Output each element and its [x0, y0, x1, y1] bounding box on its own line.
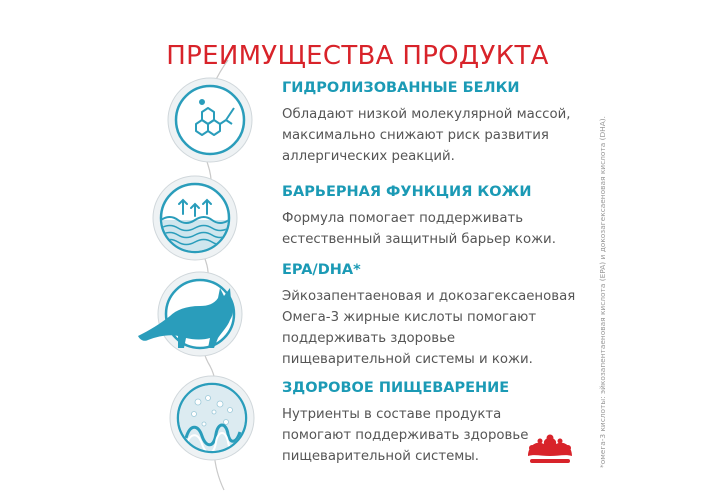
benefit-skin-barrier: [282, 184, 582, 250]
royal-canin-crown-logo: [522, 432, 578, 472]
digestion-icon: [170, 376, 254, 460]
benefit-text: Эйкозапентаеновая и докозагексаеновая Омега-3 жирные кислоты помогают поддерживать здоровье пищеварительной системы и кожи.: [282, 289, 576, 367]
footnote: *омега-3 кислоты: эйкозапентаеновая кислота (EPA) и докозагексаеновая кислота (DHA).: [598, 115, 607, 468]
benefit-heading: ЗДОРОВОЕ ПИЩЕВАРЕНИЕ: [282, 380, 510, 396]
benefit-text: Нутриенты в составе продукта помогают поддерживать здоровье пищеварительной системы.: [282, 407, 529, 464]
molecule-icon: [168, 78, 252, 162]
benefit-heading: ГИДРОЛИЗОВАННЫЕ БЕЛКИ: [282, 80, 520, 96]
cat-icon: [138, 272, 242, 356]
benefit-heading: БАРЬЕРНАЯ ФУНКЦИЯ КОЖИ: [282, 184, 532, 200]
benefit-text: Формула помогает поддерживать естественный защитный барьер кожи.: [282, 211, 556, 247]
benefit-hydrolyzed-proteins: [282, 80, 582, 167]
benefit-epa-dha: [282, 262, 582, 370]
page-title: ПРЕИМУЩЕСТВА ПРОДУКТА: [166, 41, 549, 72]
benefit-text: Обладают низкой молекулярной массой, максимально снижают риск развития аллергических реакций.: [282, 107, 571, 164]
skin-barrier-icon: [153, 176, 237, 260]
benefit-heading: EPA/DHA*: [282, 262, 361, 278]
